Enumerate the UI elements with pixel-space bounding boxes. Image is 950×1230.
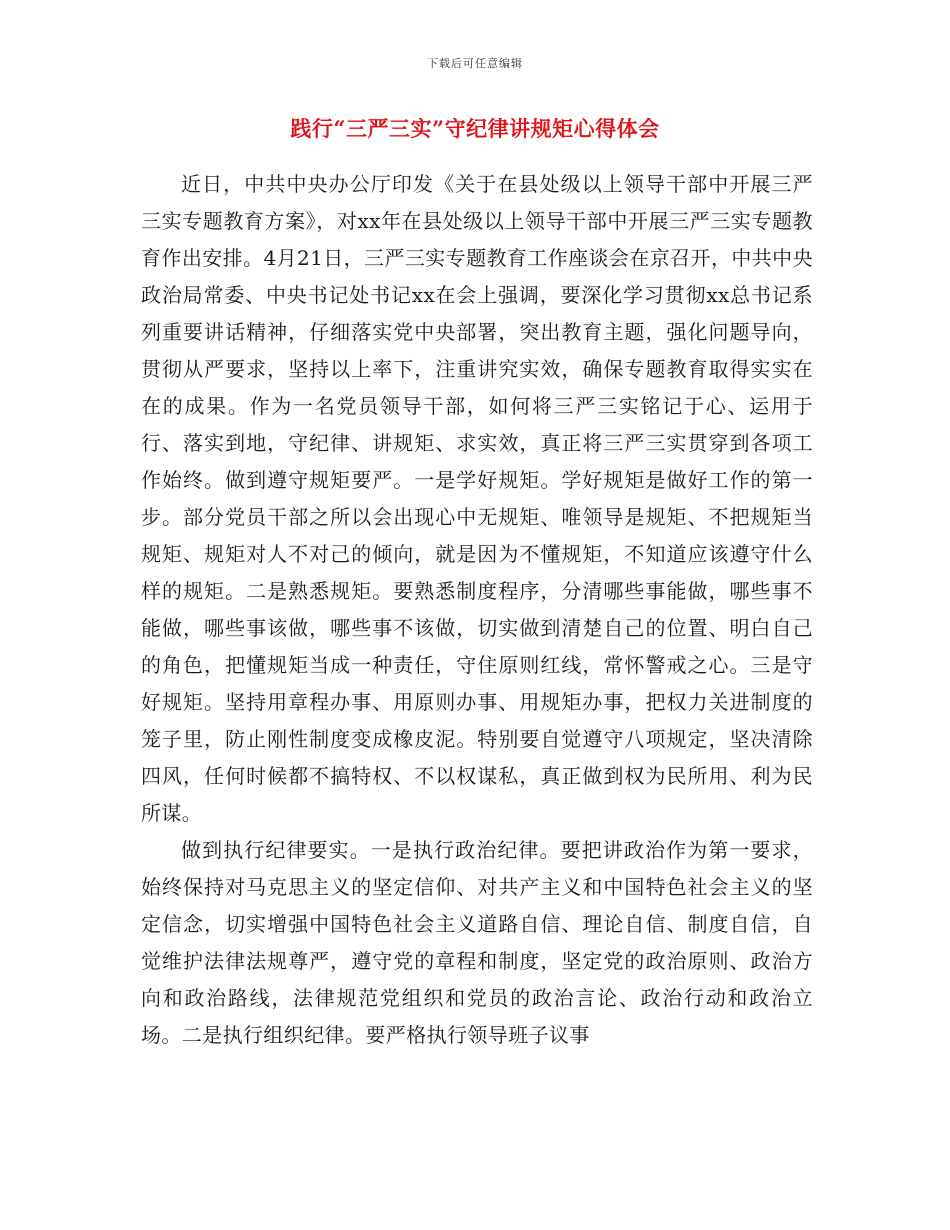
document-body bbox=[141, 166, 813, 1054]
document-title: 践行“三严三实”守纪律讲规矩心得体会 bbox=[290, 116, 660, 141]
header-note: 下载后可任意编辑 bbox=[427, 57, 523, 70]
paragraph-1: 近日，中共中央办公厅印发《关于在县处级以上领导干部中开展三严三实专题教育方案》，对xx年在县处级以上领导干部中开展三严三实专题教育作出安排。4月21日，三严三实专题教育工作座谈会在京召开，中共中央政治局常委、中央书记处书记xx在会上强调，要深化学习贯彻xx总书记系列重要讲话精神，仔细落实党中央部署，突出教育主题，强化问题导向，贯彻从严要求，坚持以上率下，注重讲究实效，确保专题教育取得实实在在的成果。作为一名党员领导干部，如何将三严三实铭记于心、运用于行、落实到地，守纪律、讲规矩、求实效，真正将三严三实贯穿到各项工作始终。做到遵守规矩要严。一是学好规矩。学好规矩是做好工作的第一步。部分党员干部之所以会出现心中无规矩、唯领导是规矩、不把规矩当规矩、规矩对人不对己的倾向，就是因为不懂规矩，不知道应该遵守什么样的规矩。二是熟悉规矩。要熟悉制度程序，分清哪些事能做，哪些事不能做，哪些事该做，哪些事不该做，切实做到清楚自己的位置、明白自己的角色，把懂规矩当成一种责任，守住原则红线，常怀警戒之心。三是守好规矩。坚持用章程办事、用原则办事、用规矩办事，把权力关进制度的笼子里，防止刚性制度变成橡皮泥。特别要自觉遵守八项规定，坚决清除四风，任何时候都不搞特权、不以权谋私，真正做到权为民所用、利为民所谋。 bbox=[141, 172, 813, 825]
paragraph-2: 做到执行纪律要实。一是执行政治纪律。要把讲政治作为第一要求，始终保持对马克思主义的坚定信仰、对共产主义和中国特色社会主义的坚定信念，切实增强中国特色社会主义道路自信、理论自信、制度自信，自觉维护法律法规尊严，遵守党的章程和制度，坚定党的政治原则、政治方向和政治路线，法律规范党组织和党员的政治言论、政治行动和政治立场。二是执行组织纪律。要严格执行领导班子议事 bbox=[141, 838, 813, 1047]
